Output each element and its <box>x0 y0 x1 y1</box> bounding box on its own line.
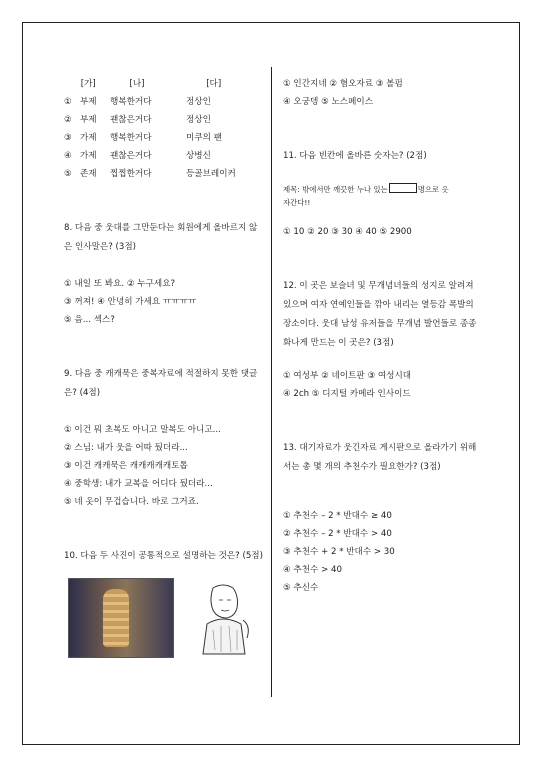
q8-option-line: ⑤ 음... 섹스? <box>64 315 115 325</box>
q9-option-line: ⑤ 네 옷이 무겁습니다. 바로 그거죠. <box>64 497 199 507</box>
row-col1: 부제 <box>80 97 97 107</box>
q9-option-line: ③ 이건 캐캐묵은 캐캐캐캐캐토톱 <box>64 461 188 471</box>
answer-table <box>64 93 264 183</box>
row-col1: 존재 <box>80 169 97 179</box>
row-col3: 정상인 <box>186 97 211 107</box>
row-num: ④ <box>64 151 72 161</box>
table-row <box>64 111 264 129</box>
q8-option-line: ③ 꺼져! ④ 안녕히 가세요 ㅠㅠㅠㅠ <box>64 297 197 307</box>
answer-blank <box>389 183 417 193</box>
row-col1: 가제 <box>80 133 97 143</box>
q13-option-line: ③ 추천수 + 2 * 반대수 > 30 <box>283 547 395 557</box>
q13-option-line: ⑤ 추신수 <box>283 583 319 593</box>
row-col1: 가제 <box>80 151 97 161</box>
q11-box-text <box>283 183 483 196</box>
column-divider <box>271 67 272 697</box>
row-col3: 미쿠의 팬 <box>186 133 222 143</box>
question-13: 13. 대기자료가 웃긴자료 게시판으로 올라가기 위해서는 총 몇 개의 추천수가 필요한가? (3점) <box>283 443 477 472</box>
table-row <box>64 93 264 111</box>
q11-box-before: 제목: 밖에서만 깨끗한 누나 있는 <box>283 185 388 194</box>
table-header <box>64 75 264 93</box>
top-option-line: ④ 오궁뎅 ⑤ 노스페이스 <box>283 97 374 107</box>
row-col2: 괜찮은거다 <box>110 115 152 125</box>
q12-option-line: ④ 2ch ⑤ 디지털 카메라 인사이드 <box>283 389 411 399</box>
q12-option-line: ① 여성부 ② 네이트판 ③ 여성시대 <box>283 371 412 381</box>
question-10: 10. 다음 두 사진이 공통적으로 설명하는 것은? (5점) <box>64 551 263 561</box>
q11-box-after: 명으로 옷 <box>417 185 449 194</box>
q11-box-line2: 자간다!! <box>283 198 311 207</box>
row-num: ② <box>64 115 72 125</box>
q9-option-line: ② 스님: 내가 웃을 어따 뒀더라... <box>64 443 188 453</box>
q8-option-line: ① 내일 또 봐요. ② 누구세요? <box>64 279 176 289</box>
q13-option-line: ④ 추천수 > 40 <box>283 565 342 575</box>
row-col2: 괜찮은거다 <box>110 151 152 161</box>
question-8: 8. 다음 중 웃대를 그만둔다는 회원에게 올바르지 않은 인사말은? (3점) <box>64 223 258 252</box>
costume-photo <box>68 578 174 658</box>
q11-options: ① 10 ② 20 ③ 30 ④ 40 ⑤ 2900 <box>283 227 412 237</box>
top-option-line: ① 인간지네 ② 혐오자료 ③ 볼펌 <box>283 79 403 89</box>
row-col2: 찝찝한거다 <box>110 169 152 179</box>
q10-photos <box>68 578 268 658</box>
question-12: 12. 이 곳은 보슬녀 및 무개념녀들의 성지로 알려져 있으며 여자 연예인들을 깎아 내리는 열등감 폭발의 장소이다. 웃대 남성 유저들을 무개념 발언들로 종종 화나게 만드는 이 곳은? (3점) <box>283 281 477 348</box>
padded-jacket-figure <box>103 589 129 647</box>
header-ga: [가] <box>80 79 96 89</box>
row-col1: 부제 <box>80 115 97 125</box>
cartoon-drawing <box>193 580 255 656</box>
right-column <box>283 75 483 597</box>
table-row <box>64 147 264 165</box>
q13-option-line: ② 추천수 – 2 * 반대수 > 40 <box>283 529 392 539</box>
question-9: 9. 다음 중 캐캐묵은 중복자료에 적절하지 못한 댓글은? (4점) <box>64 369 258 398</box>
table-row <box>64 165 264 183</box>
q9-option-line: ① 이건 뭐 초복도 아니고 말복도 아니고... <box>64 425 221 435</box>
question-11: 11. 다음 빈칸에 올바른 숫자는? (2점) <box>283 151 427 161</box>
row-col3: 정상인 <box>186 115 211 125</box>
header-na: [나] <box>129 79 145 89</box>
row-col2: 행복한거다 <box>110 133 152 143</box>
q9-option-line: ④ 중학생: 내가 교복을 어디다 뒀더라... <box>64 479 213 489</box>
row-col3: 상병신 <box>186 151 211 161</box>
row-col2: 행복한거다 <box>110 97 152 107</box>
row-col3: 등골브레이커 <box>186 169 236 179</box>
left-column <box>64 75 264 585</box>
table-row <box>64 129 264 147</box>
row-num: ⑤ <box>64 169 72 179</box>
header-da: [다] <box>206 79 222 89</box>
row-num: ① <box>64 97 72 107</box>
q13-option-line: ① 추천수 – 2 * 반대수 ≥ 40 <box>283 511 392 521</box>
row-num: ③ <box>64 133 72 143</box>
